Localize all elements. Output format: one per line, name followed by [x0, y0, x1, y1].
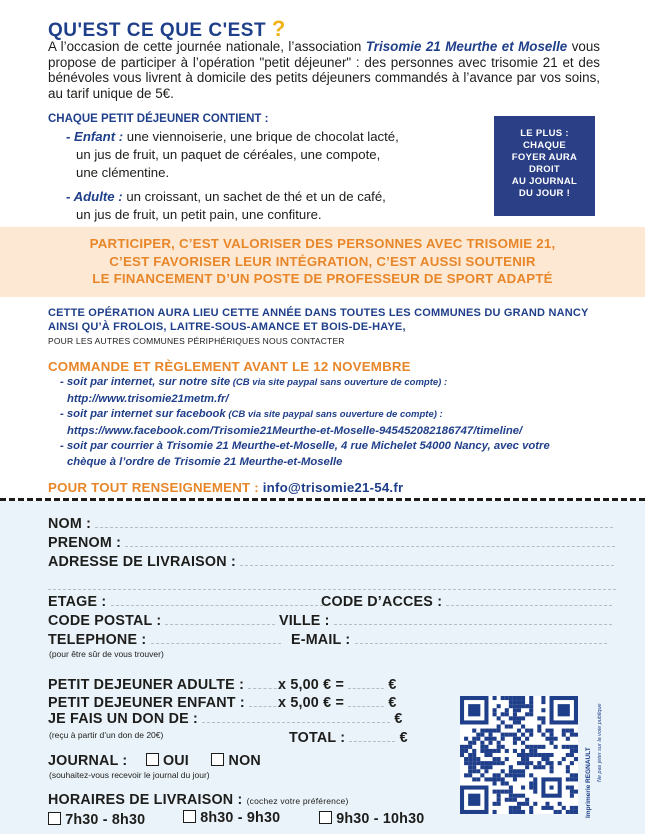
don-label: JE FAIS UN DON DE : — [48, 711, 198, 727]
telephone-field[interactable] — [151, 632, 281, 644]
non-checkbox[interactable] — [211, 753, 224, 766]
code-postal-row — [48, 613, 275, 629]
don-field[interactable] — [202, 711, 390, 723]
bonus-line-4: DROIT — [528, 164, 561, 175]
adult-qty-label: PETIT DEJEUNER ADULTE : — [48, 677, 245, 693]
prenom-label: PRENOM : — [48, 535, 122, 551]
adult-euro: € — [388, 677, 397, 693]
cut-line — [0, 498, 645, 501]
horaires-row — [48, 792, 349, 808]
child-text-1: une viennoiserie, une brique de chocolat lacté, — [123, 129, 399, 144]
prenom-row — [48, 535, 615, 551]
child-breakfast — [66, 128, 476, 182]
facebook-label: - soit par internet sur facebook — [60, 408, 226, 420]
etage-field[interactable] — [111, 594, 323, 606]
code-acces-label: CODE D’ACCES : — [321, 594, 443, 610]
adresse-row-2 — [48, 578, 616, 594]
child-euro: € — [388, 695, 397, 711]
contact-info — [48, 480, 403, 495]
adult-price-row — [278, 677, 397, 693]
ville-label: VILLE : — [279, 613, 330, 629]
horaires-label: HORAIRES DE LIVRAISON : — [48, 792, 243, 808]
contact-email[interactable]: info@trisomie21-54.fr — [258, 480, 404, 495]
legal-text: Ne pas jeter sur la voie publique — [597, 703, 603, 782]
ville-field[interactable] — [334, 613, 612, 625]
journal-label: JOURNAL : — [48, 753, 128, 769]
facebook-link[interactable]: https://www.facebook.com/Trisomie21Meurthe-et-Moselle-945452082186747/timeline/ — [67, 425, 523, 437]
operation-line-3: POUR LES AUTRES COMMUNES PÉRIPHÉRIQUES NOUS CONTACTER — [48, 336, 345, 346]
order-facebook — [60, 406, 522, 439]
slot-3-checkbox[interactable] — [319, 811, 332, 824]
non-label: NON — [228, 753, 261, 769]
contents-heading: CHAQUE PETIT DÉJEUNER CONTIENT : — [48, 113, 269, 125]
child-total-field[interactable] — [348, 695, 384, 707]
band-line-3: LE FINANCEMENT D’UN POSTE DE PROFESSEUR DE SPORT ADAPTÉ — [92, 271, 553, 286]
adult-qty-row — [48, 677, 282, 693]
child-text-2: un jus de fruit, un paquet de céréales, une compote, — [76, 147, 381, 162]
operation-line-1: CETTE OPÉRATION AURA LIEU CETTE ANNÉE DANS TOUTES LES COMMUNES DU GRAND NANCY — [48, 307, 589, 319]
slot-2-label: 8h30 - 9h30 — [200, 810, 281, 826]
child-qty-row — [48, 695, 281, 711]
code-postal-field[interactable] — [165, 613, 275, 625]
email-field[interactable] — [355, 632, 607, 644]
adult-text-1: un croissant, un sachet de thé et un de café, — [122, 189, 386, 204]
child-qty-label: PETIT DEJEUNER ENFANT : — [48, 695, 245, 711]
prenom-field[interactable] — [125, 535, 615, 547]
slot-1-label: 7h30 - 8h30 — [65, 812, 146, 828]
adresse-label: ADRESSE DE LIVRAISON : — [48, 554, 236, 570]
printer-mark — [580, 690, 606, 820]
ville-row — [279, 613, 612, 629]
bonus-line-1: LE PLUS : — [520, 128, 569, 139]
mail-line-2: chèque à l’ordre de Trisomie 21 Meurthe-et-Moselle — [67, 456, 343, 468]
slot-2-checkbox[interactable] — [183, 810, 196, 823]
journal-row — [48, 753, 261, 769]
internet-note: (CB via site paypal sans ouverture de compte) : — [230, 377, 448, 388]
adult-text-2: un jus de fruit, un petit pain, une confiture. — [76, 207, 322, 222]
slot-3 — [319, 811, 424, 827]
bonus-box — [494, 116, 595, 216]
total-row — [289, 730, 408, 746]
adult-label: - Adulte : — [66, 189, 123, 204]
bonus-line-6: DU JOUR ! — [518, 188, 571, 199]
nom-field[interactable] — [95, 516, 613, 528]
bonus-line-5: AU JOURNAL — [511, 176, 578, 187]
nom-row — [48, 516, 613, 532]
printer-text: Imprimerie REGNAULT — [585, 747, 592, 818]
order-title: COMMANDE ET RÈGLEMENT AVANT LE 12 NOVEMBRE — [48, 359, 411, 374]
code-postal-label: CODE POSTAL : — [48, 613, 162, 629]
child-price-label: x 5,00 € = — [278, 695, 344, 711]
contact-label: POUR TOUT RENSEIGNEMENT : — [48, 480, 259, 495]
oui-label: OUI — [162, 753, 189, 769]
title-text: QU'EST CE QUE C'EST — [48, 20, 267, 41]
child-text-3: une clémentine. — [76, 165, 170, 180]
nom-label: NOM : — [48, 516, 92, 532]
total-label: TOTAL : — [289, 730, 346, 746]
don-euro: € — [394, 711, 403, 727]
total-euro: € — [399, 730, 408, 746]
bonus-line-2: CHAQUE — [523, 140, 566, 151]
intro-part-1: A l’occasion de cette journée nationale, l’association — [48, 39, 366, 54]
telephone-row — [48, 632, 281, 648]
internet-link[interactable]: http://www.trisomie21metm.fr/ — [67, 393, 229, 405]
email-label: E-MAIL : — [291, 632, 351, 648]
adult-breakfast — [66, 188, 476, 224]
operation-line-2: AINSI QU’À FROLOIS, LAITRE-SOUS-AMANCE ET BOIS-DE-HAYE, — [48, 321, 406, 333]
adult-total-field[interactable] — [348, 677, 384, 689]
child-price-row — [278, 695, 397, 711]
bonus-line-3: FOYER AURA — [511, 152, 578, 163]
slot-3-label: 9h30 - 10h30 — [336, 811, 425, 827]
mail-line-1: - soit par courrier à Trisomie 21 Meurthe-et-Moselle, 4 rue Michelet 54000 Nancy, avec votre — [60, 440, 550, 452]
journal-note: (souhaitez-vous recevoir le journal du jour) — [49, 770, 210, 780]
adult-price-label: x 5,00 € = — [278, 677, 344, 693]
telephone-label: TELEPHONE : — [48, 632, 147, 648]
order-mail — [60, 438, 620, 470]
qr-code-icon — [460, 696, 578, 814]
child-qty-field[interactable] — [249, 695, 281, 707]
adresse-field-2[interactable] — [48, 578, 616, 590]
total-field[interactable] — [349, 730, 395, 742]
code-acces-row — [321, 594, 612, 610]
slot-2 — [183, 810, 280, 826]
adresse-field[interactable] — [240, 554, 614, 566]
email-row — [291, 632, 607, 648]
intro-org: Trisomie 21 Meurthe et Moselle — [365, 39, 568, 54]
intro-paragraph — [48, 39, 600, 101]
internet-label: - soit par internet, sur notre site — [60, 376, 231, 388]
question-mark-icon: ? — [271, 16, 286, 41]
phone-note: (pour être sûr de vous trouver) — [49, 649, 164, 659]
slot-1-checkbox[interactable] — [48, 812, 61, 825]
oui-checkbox[interactable] — [146, 753, 159, 766]
child-label: - Enfant : — [66, 129, 124, 144]
don-row — [48, 711, 403, 727]
intro-part-2: vous propose de participer à l’opération "petit déjeuner" : des personnes avec trisomie 21 et des bénévoles vous livrent à domicile des petits déjeuners commandés à l’avance par vos soins, au tarif unique de 5€. — [48, 39, 600, 101]
don-note: (reçu à partir d’un don de 20€) — [49, 730, 164, 740]
highlight-text — [0, 235, 645, 288]
band-line-1: PARTICIPER, C’EST VALORISER DES PERSONNES AVEC TRISOMIE 21, — [89, 236, 556, 251]
order-internet — [60, 374, 447, 407]
operation-info — [48, 306, 589, 348]
facebook-note: (CB via site paypal sans ouverture de compte) : — [225, 409, 443, 420]
etage-row — [48, 594, 323, 610]
code-acces-field[interactable] — [446, 594, 612, 606]
horaires-note: (cochez votre préférence) — [246, 796, 349, 806]
slot-1 — [48, 812, 145, 828]
etage-label: ETAGE : — [48, 594, 107, 610]
band-line-2: C’EST FAVORISER LEUR INTÉGRATION, C’EST AUSSI SOUTENIR — [109, 253, 536, 269]
adresse-row — [48, 554, 614, 570]
